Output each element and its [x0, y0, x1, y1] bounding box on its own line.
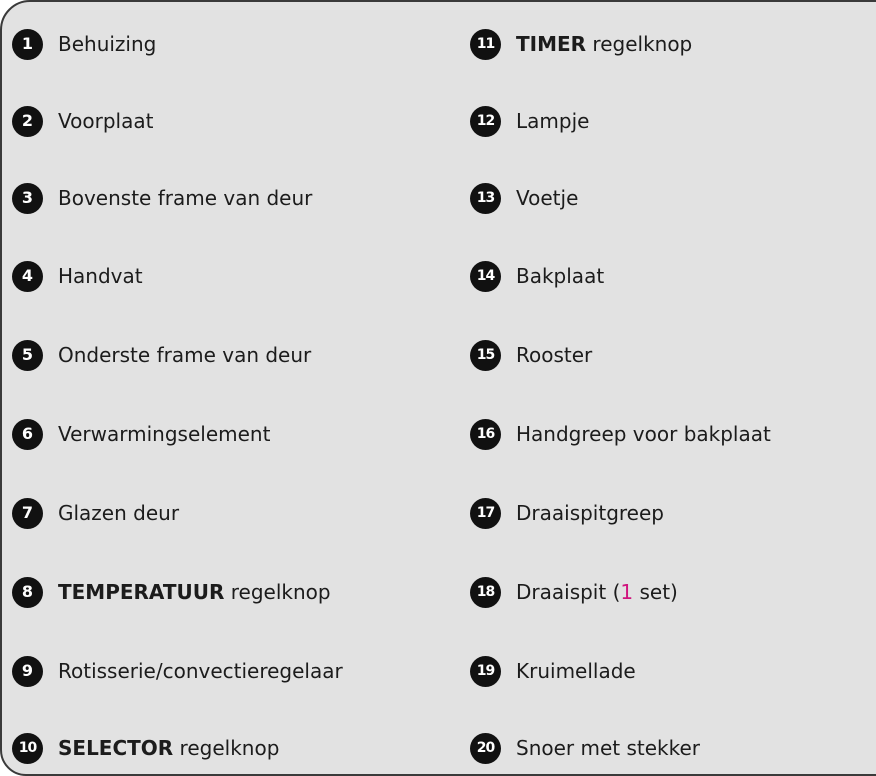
- legend-label: Onderste frame van deur: [58, 343, 312, 367]
- legend-item-15: [470, 337, 592, 373]
- legend-item-3: [12, 180, 312, 216]
- legend-item-19: [470, 653, 636, 689]
- legend-item-13: [470, 180, 578, 216]
- legend-label: Kruimellade: [516, 659, 636, 683]
- legend-label: Rooster: [516, 343, 593, 367]
- number-badge: 10: [12, 733, 43, 764]
- legend-label: Verwarmingselement: [58, 422, 271, 446]
- legend-item-6: [12, 416, 270, 452]
- legend-label-accent: 1: [620, 580, 634, 604]
- legend-item-12: [470, 103, 589, 139]
- legend-label: Snoer met stekker: [516, 736, 701, 760]
- legend-item-9: [12, 653, 343, 689]
- number-badge: 16: [470, 419, 501, 450]
- legend-item-7: [12, 495, 179, 531]
- legend-label-rest: regelknop: [224, 580, 331, 604]
- legend-item-18: [470, 574, 678, 610]
- legend-item-2: [12, 103, 153, 139]
- legend-item-16: [470, 416, 771, 452]
- legend-item-1: [12, 26, 156, 62]
- number-badge: 11: [470, 29, 501, 60]
- legend-label: [58, 580, 331, 604]
- number-badge: 13: [470, 183, 501, 214]
- number-badge: 3: [12, 183, 43, 214]
- number-badge: 20: [470, 733, 501, 764]
- legend-label: [58, 736, 279, 760]
- number-badge: 6: [12, 419, 43, 450]
- number-badge: 4: [12, 261, 43, 292]
- legend-label-rest: regelknop: [586, 32, 693, 56]
- number-badge: 2: [12, 106, 43, 137]
- legend-item-4: [12, 258, 143, 294]
- legend-label: [516, 580, 678, 604]
- number-badge: 7: [12, 498, 43, 529]
- legend-item-8: [12, 574, 331, 610]
- legend-label: Handgreep voor bakplaat: [516, 422, 771, 446]
- legend-item-5: [12, 337, 311, 373]
- legend-label: Voorplaat: [58, 109, 154, 133]
- legend-item-20: [470, 730, 700, 766]
- legend-item-11: [470, 26, 692, 62]
- legend-label-rest: regelknop: [173, 736, 280, 760]
- legend-label: Handvat: [58, 264, 143, 288]
- legend-label-rest: Draaispit (: [516, 580, 621, 604]
- number-badge: 19: [470, 656, 501, 687]
- legend-label: Behuizing: [58, 32, 157, 56]
- legend-label: Lampje: [516, 109, 590, 133]
- legend-item-14: [470, 258, 604, 294]
- number-badge: 18: [470, 577, 501, 608]
- number-badge: 1: [12, 29, 43, 60]
- number-badge: 9: [12, 656, 43, 687]
- legend-label: Glazen deur: [58, 501, 180, 525]
- number-badge: 5: [12, 340, 43, 371]
- legend-label: Draaispitgreep: [516, 501, 664, 525]
- number-badge: 12: [470, 106, 501, 137]
- legend-label: Rotisserie/convectieregelaar: [58, 659, 343, 683]
- legend-item-17: [470, 495, 664, 531]
- legend-item-10: [12, 730, 279, 766]
- legend-label-bold: TIMER: [516, 32, 587, 56]
- legend-label: Bovenste frame van deur: [58, 186, 313, 210]
- number-badge: 17: [470, 498, 501, 529]
- number-badge: 14: [470, 261, 501, 292]
- number-badge: 15: [470, 340, 501, 371]
- legend-label-bold: TEMPERATUUR: [58, 580, 225, 604]
- legend-label: Bakplaat: [516, 264, 605, 288]
- legend-label: [516, 32, 692, 56]
- legend-label-suffix: set): [633, 580, 678, 604]
- number-badge: 8: [12, 577, 43, 608]
- legend-label: Voetje: [516, 186, 579, 210]
- legend-label-bold: SELECTOR: [58, 736, 174, 760]
